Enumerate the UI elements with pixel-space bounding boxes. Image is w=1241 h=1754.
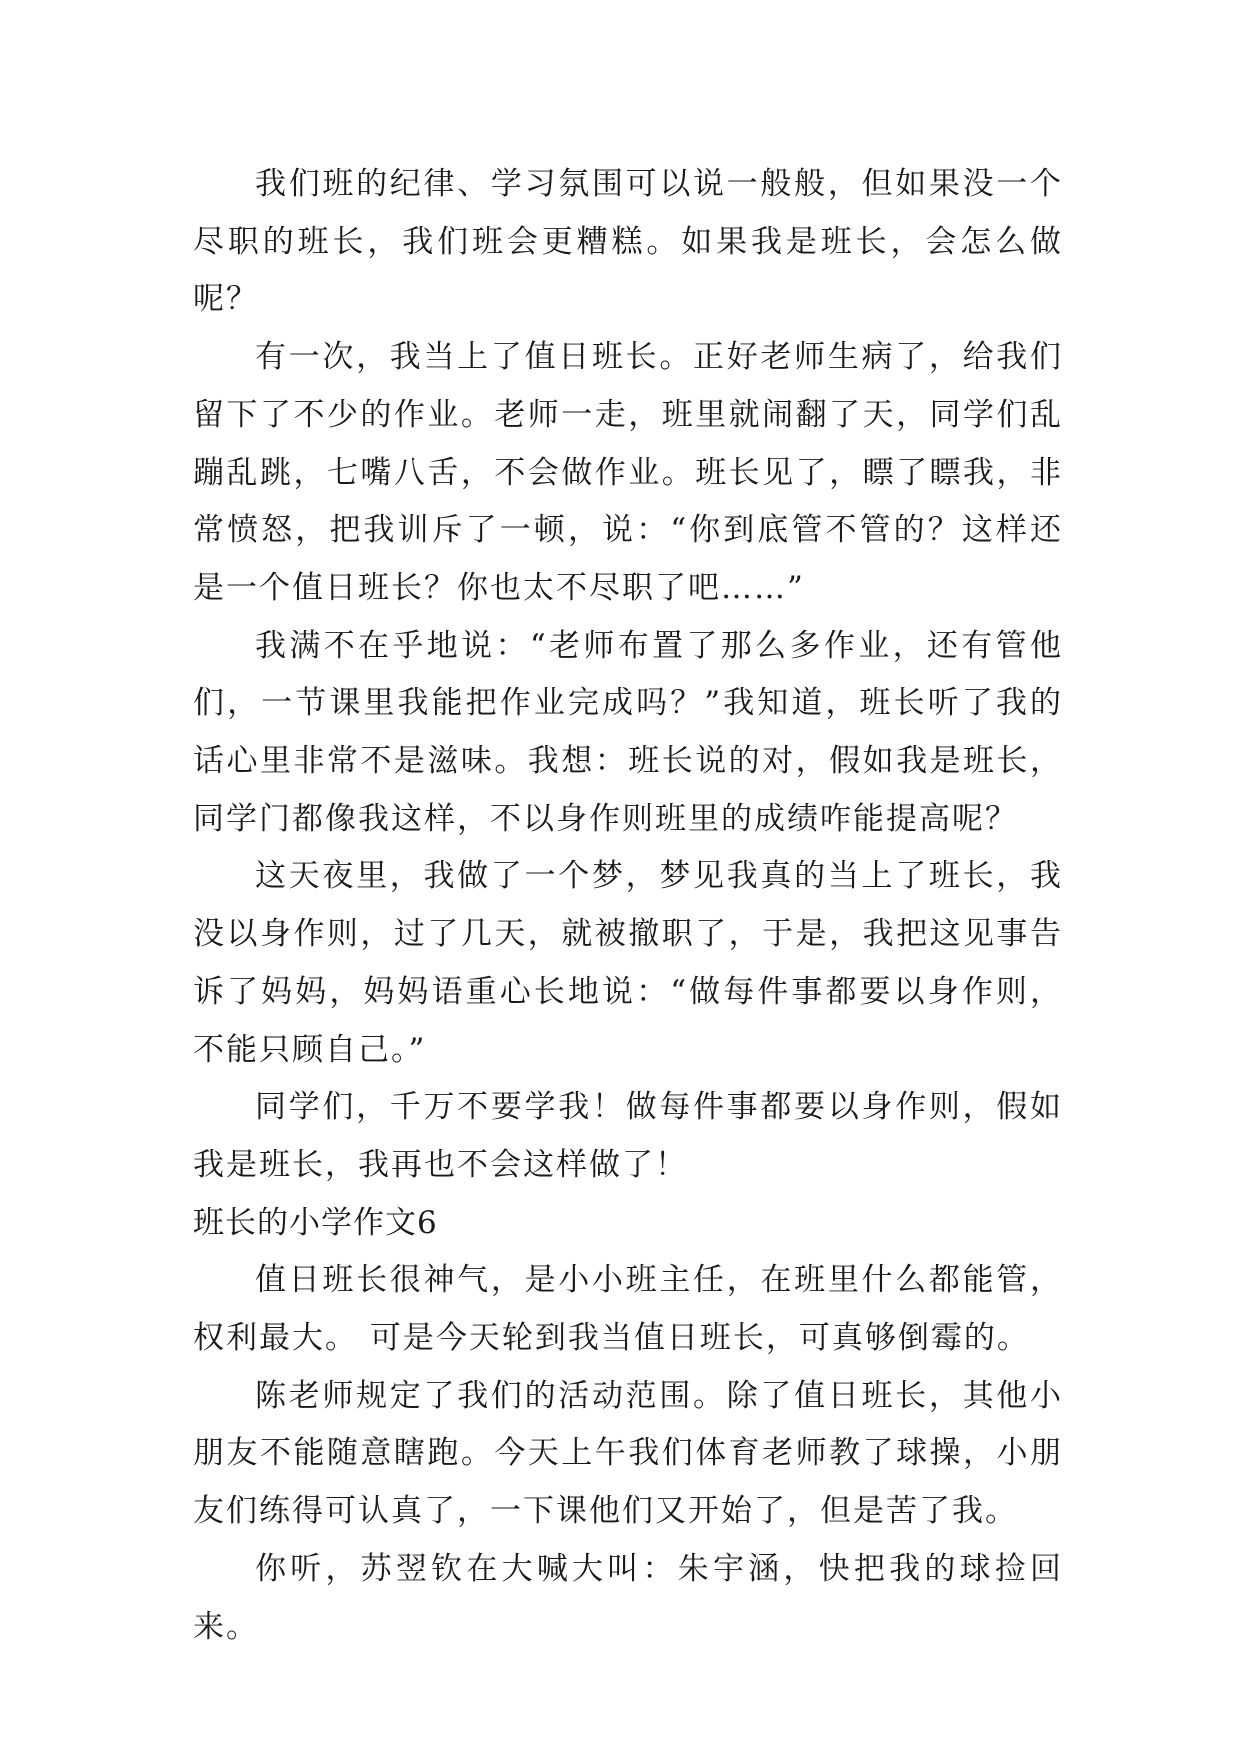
paragraph: 陈老师规定了我们的活动范围。除了值日班长，其他小朋友不能随意瞎跑。今天上午我们体育老师教了球操，小朋友们练得可认真了，一下课他们又开始了，但是苦了我。	[193, 1377, 1063, 1530]
paragraph: 我满不在乎地说：“老师布置了那么多作业，还有管他们，一节课里我能把作业完成吗？”我知道，班长听了我的话心里非常不是滋味。我想：班长说的对，假如我是班长，同学门都像我这样，不以身作则班里的成绩咋能提高呢？	[193, 627, 1063, 837]
paragraph: 我们班的纪律、学习氛围可以说一般般，但如果没一个尽职的班长，我们班会更糟糕。如果我是班长，会怎么做呢？	[193, 166, 1063, 318]
document-body	[193, 156, 1063, 1656]
paragraph: 你听，苏翌钦在大喊大叫：朱宇涵，快把我的球捡回来。	[193, 1550, 1063, 1645]
paragraph: 有一次，我当上了值日班长。正好老师生病了，给我们留下了不少的作业。老师一走，班里就闹翻了天，同学们乱蹦乱跳，七嘴八舌，不会做作业。班长见了，瞟了瞟我，非常愤怒，把我训斥了一顿，说：“你到底管不管的？这样还是一个值日班长？你也太不尽职了吧……”	[193, 339, 1063, 606]
paragraph: 这天夜里，我做了一个梦，梦见我真的当上了班长，我没以身作则，过了几天，就被撤职了，于是，我把这见事告诉了妈妈，妈妈语重心长地说：“做每件事都要以身作则，不能只顾自己。”	[193, 858, 1063, 1068]
section-heading: 班长的小学作文6	[193, 1204, 438, 1241]
paragraph: 值日班长很神气，是小小班主任，在班里什么都能管，权利最大。 可是今天轮到我当值日班长，可真够倒霉的。	[193, 1262, 1063, 1357]
paragraph: 同学们，千万不要学我！做每件事都要以身作则，假如我是班长，我再也不会这样做了！	[193, 1089, 1063, 1183]
